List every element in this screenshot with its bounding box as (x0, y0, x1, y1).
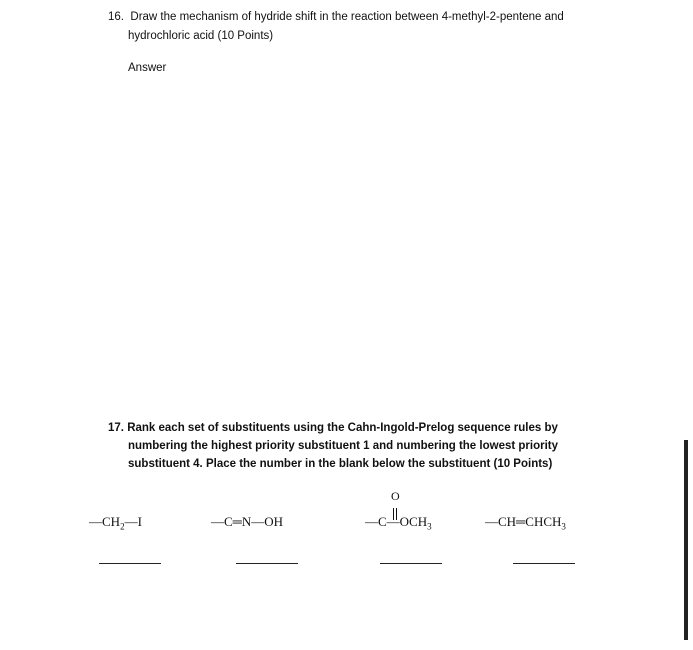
answer-blank-2[interactable] (236, 563, 298, 564)
carbonyl-oxygen: O (391, 489, 400, 503)
answer-blank-3[interactable] (380, 563, 442, 564)
q17-text-line3: substituent 4. Place the number in the blank below the substituent (10 Points) (128, 458, 553, 470)
substituent-oxime: —C═N—OH (211, 514, 284, 529)
scrollbar[interactable] (684, 440, 688, 640)
q16-text-line2: hydrochloric acid (10 Points) (128, 30, 274, 42)
answer-blank-1[interactable] (99, 563, 161, 564)
q17-text-line1: 17. Rank each set of substituents using the Cahn-Ingold-Prelog sequence rules by (108, 422, 558, 434)
q16-text-line1: 16. Draw the mechanism of hydride shift in the reaction between 4-methyl-2-pentene and (108, 11, 564, 23)
q17-text-line2: numbering the highest priority substituent 1 and numbering the lowest priority (128, 440, 558, 452)
substituent-ch2i: $—CH_2—I$ (89, 514, 142, 532)
answer-label: Answer (128, 62, 167, 74)
substituent-ester: $—C—OCH_3$ (365, 514, 432, 532)
substituent-propenyl: $—CH═CHCH_3$ (485, 514, 566, 532)
answer-blank-4[interactable] (513, 563, 575, 564)
